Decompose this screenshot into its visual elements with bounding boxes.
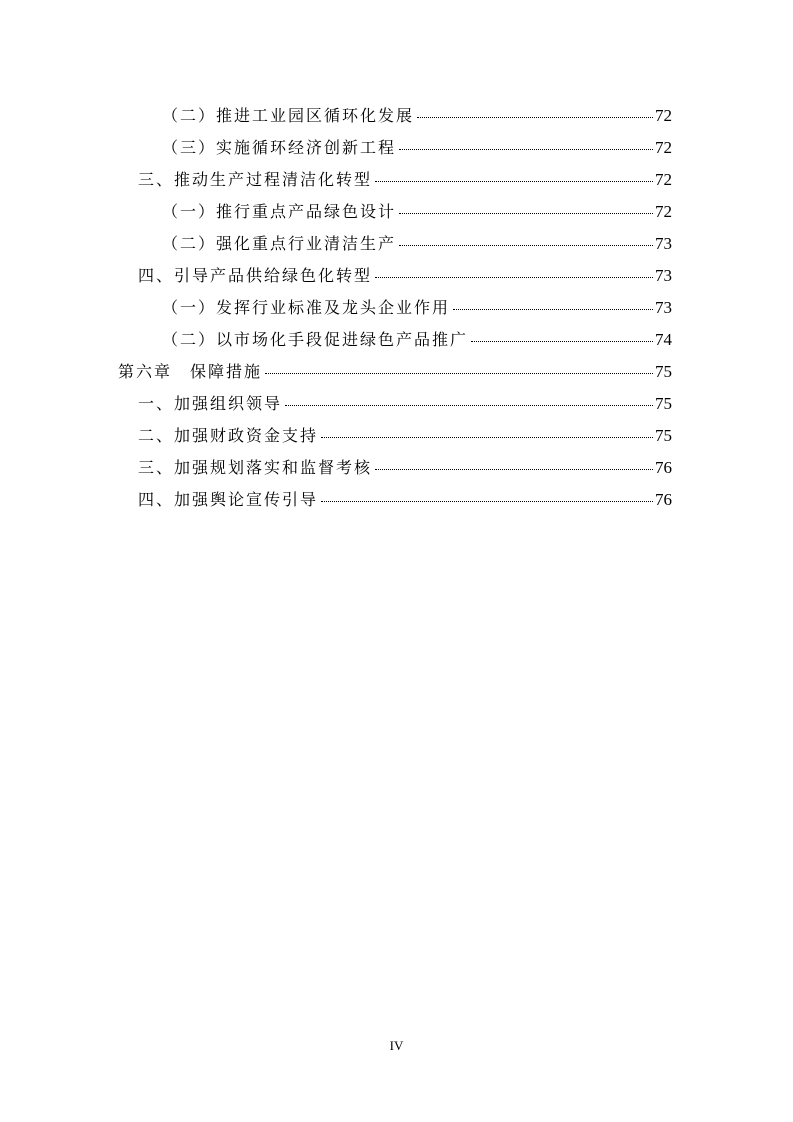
- page-number: IV: [389, 1038, 404, 1053]
- toc-entry-title: 二、加强财政资金支持: [138, 426, 319, 445]
- dot-leader: [399, 148, 653, 150]
- toc-entry[interactable]: [138, 488, 672, 512]
- toc-entry[interactable]: [162, 136, 672, 160]
- toc-entry-page: 76: [655, 458, 672, 477]
- dot-leader: [453, 308, 653, 310]
- dot-leader: [375, 276, 653, 278]
- dot-leader: [399, 212, 653, 214]
- dot-leader: [321, 500, 653, 502]
- toc-entry-page: 75: [655, 426, 672, 445]
- dot-leader: [399, 244, 653, 246]
- toc-entry[interactable]: [138, 168, 672, 192]
- dot-leader: [375, 180, 653, 182]
- dot-leader: [321, 436, 653, 438]
- dot-leader: [265, 372, 653, 374]
- toc-entry-page: 72: [655, 138, 672, 157]
- dot-leader: [471, 340, 653, 342]
- toc-entry-page: 73: [655, 234, 672, 253]
- toc-entry-title: （一）推行重点产品绿色设计: [162, 202, 397, 221]
- toc-entry[interactable]: [162, 200, 672, 224]
- toc-entry-title: （一）发挥行业标准及龙头企业作用: [162, 298, 451, 317]
- toc-entry-title: 三、加强规划落实和监督考核: [138, 458, 373, 477]
- toc-entry[interactable]: [138, 264, 672, 288]
- toc-entry-page: 75: [655, 394, 672, 413]
- toc-entry[interactable]: [162, 296, 672, 320]
- toc-entry-title: 三、推动生产过程清洁化转型: [138, 170, 373, 189]
- toc-entry-page: 73: [655, 298, 672, 317]
- toc-entry-page: 72: [655, 170, 672, 189]
- toc-entry-title: 四、引导产品供给绿色化转型: [138, 266, 373, 285]
- toc-entry-page: 73: [655, 266, 672, 285]
- toc-entry[interactable]: [162, 328, 672, 352]
- toc-entry-title: （二）强化重点行业清洁生产: [162, 234, 397, 253]
- dot-leader: [417, 116, 653, 118]
- toc-entry-title: （三）实施循环经济创新工程: [162, 138, 397, 157]
- toc-entry-title: （二）以市场化手段促进绿色产品推广: [162, 330, 469, 349]
- toc-entry-title: 第六章 保障措施: [118, 362, 263, 381]
- toc-entry[interactable]: [162, 232, 672, 256]
- toc-entry-page: 74: [655, 330, 672, 349]
- toc-entry-page: 76: [655, 490, 672, 509]
- toc-entry-title: 四、加强舆论宣传引导: [138, 490, 319, 509]
- toc-entry[interactable]: [118, 360, 672, 384]
- toc-entry-title: （二）推进工业园区循环化发展: [162, 106, 415, 125]
- dot-leader: [285, 404, 653, 406]
- toc-entry[interactable]: [138, 424, 672, 448]
- toc-entry-title: 一、加强组织领导: [138, 394, 283, 413]
- dot-leader: [375, 468, 653, 470]
- toc-entry-page: 75: [655, 362, 672, 381]
- toc-entry-page: 72: [655, 106, 672, 125]
- toc-entry-page: 72: [655, 202, 672, 221]
- toc-entry[interactable]: [138, 456, 672, 480]
- toc-entry[interactable]: [162, 104, 672, 128]
- toc-entry[interactable]: [138, 392, 672, 416]
